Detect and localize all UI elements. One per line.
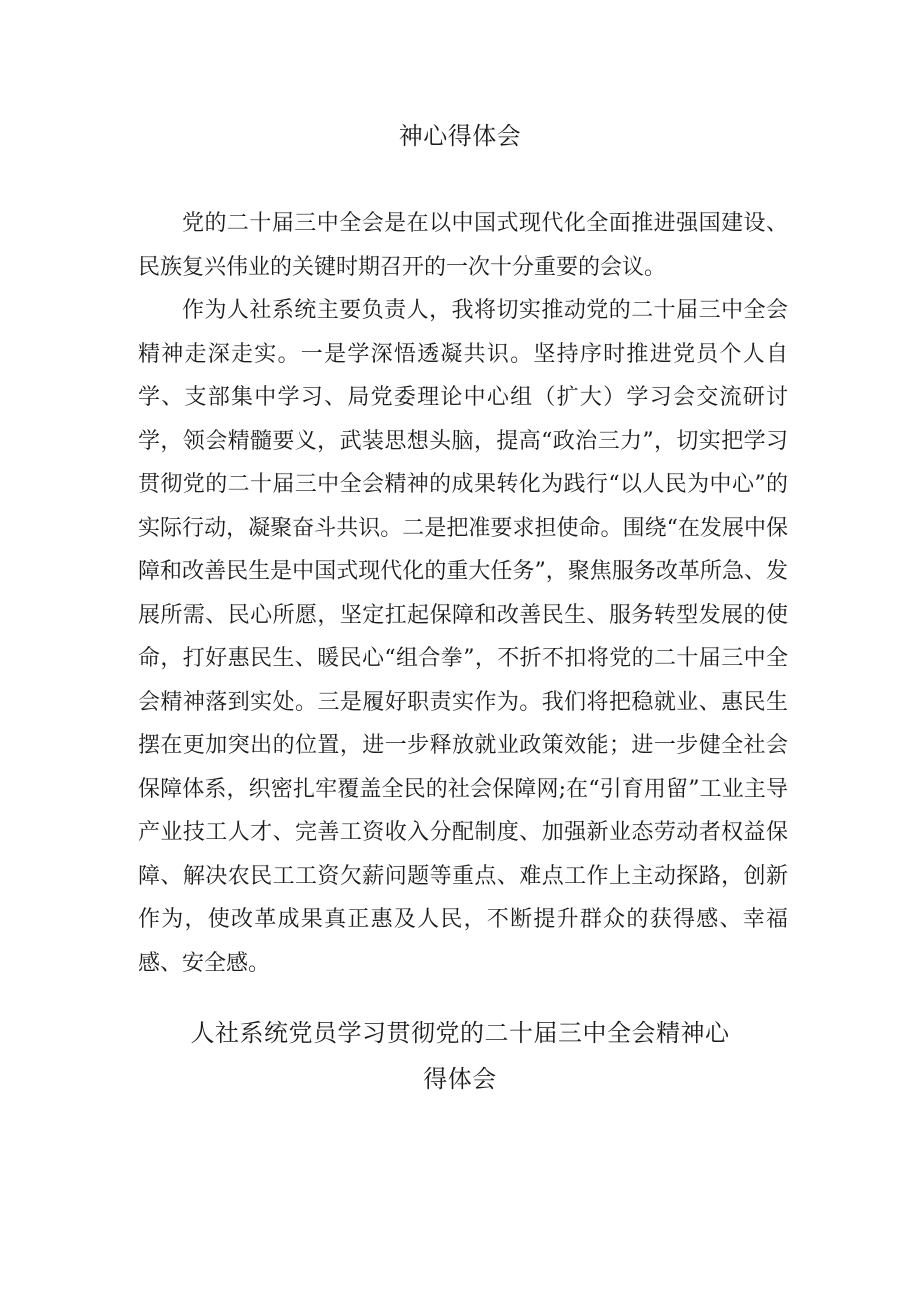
- paragraph-main: 作为人社系统主要负责人，我将切实推动党的二十届三中全会精神走深走实。一是学深悟透凝共识。坚持序时推进党员个人自学、支部集中学习、局党委理论中心组（扩大）学习会交流研讨学，领会精髓要义，武装思想头脑，提高“政治三力”，切实把学习贯彻党的二十届三中全会精神的成果转化为践行“以人民为中心”的实际行动，凝聚奋斗共识。二是把准要求担使命。围绕“在发展中保障和改善民生是中国式现代化的重大任务”，聚焦服务改革所急、发展所需、民心所愿，坚定扛起保障和改善民生、服务转型发展的使命，打好惠民生、暖民心“组合拳”，不折不扣将党的二十届三中全会精神落到实处。三是履好职责实作为。我们将把稳就业、惠民生摆在更加突出的位置，进一步释放就业政策效能；进一步健全社会保障体系，织密扎牢覆盖全民的社会保障网;在“引育用留”工业主导产业技工人才、完善工资收入分配制度、加强新业态劳动者权益保障、解决农民工工资欠薪问题等重点、难点工作上主动探路，创新作为，使改革成果真正惠及人民，不断提升群众的获得感、幸福感、安全感。: [138, 298, 788, 976]
- section-heading: 神心得体会: [398, 122, 522, 150]
- paragraph-intro: 党的二十届三中全会是在以中国式现代化全面推进强国建设、民族复兴伟业的关键时期召开的一次十分重要的会议。: [138, 211, 788, 280]
- article-body: [138, 202, 788, 985]
- article-title: 人社系统党员学习贯彻党的二十届三中全会精神心得体会: [190, 1019, 730, 1093]
